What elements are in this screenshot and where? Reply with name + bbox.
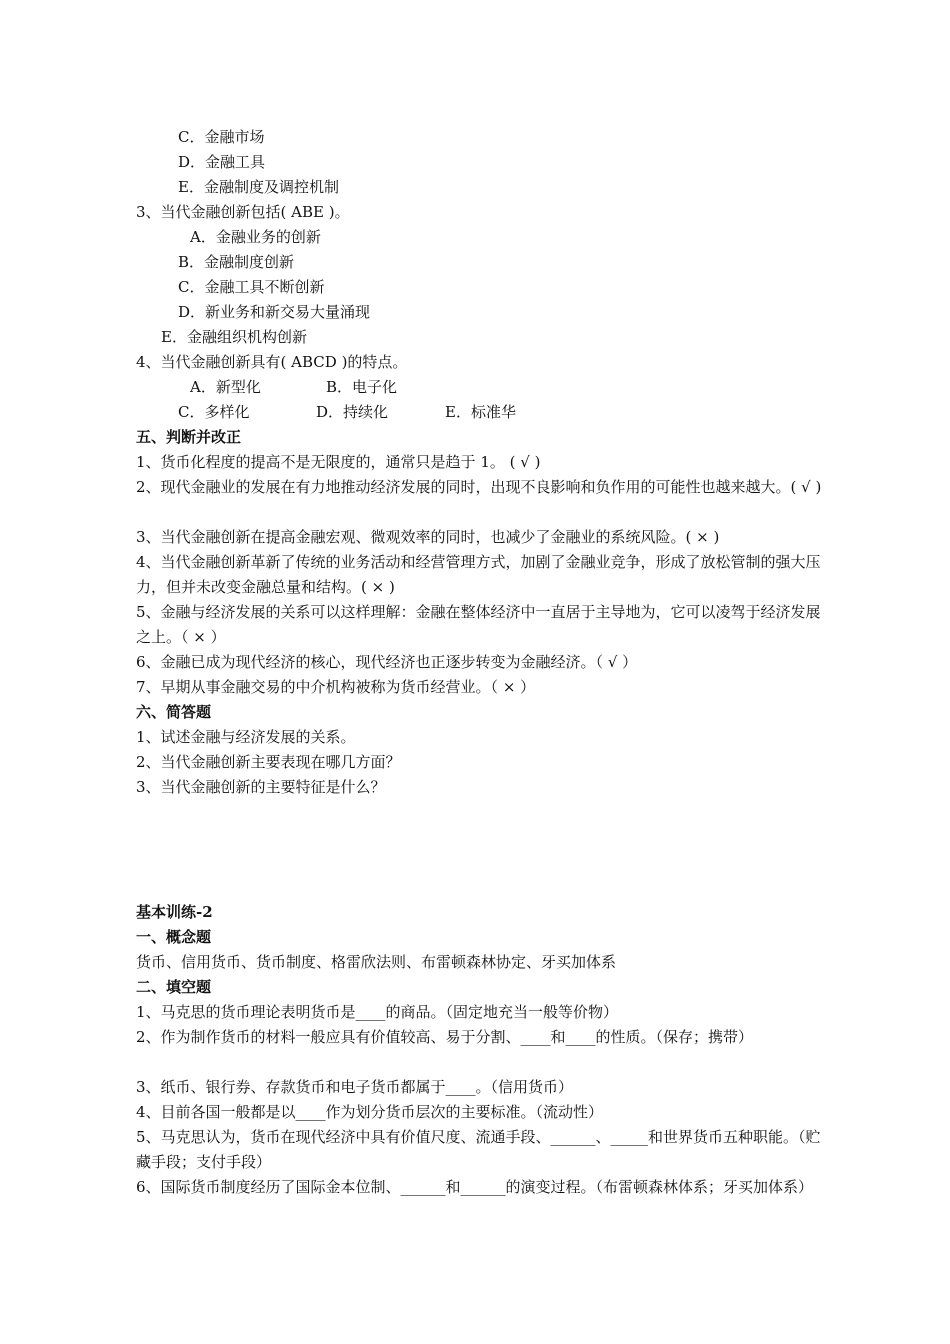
fill-blank-heading: 二、填空题 [136,978,212,996]
judge-item-4: 4、当代金融创新革新了传统的业务活动和经营管理方式，加剧了金融业竞争，形成了放松管制的强大压力，但并未改变金融总量和结构。( × ) [136,553,821,596]
judge-item-6: 6、金融已成为现代经济的核心，现代经济也正逐步转变为金融经济。（ √ ） [136,653,638,671]
judge-item-5: 5、金融与经济发展的关系可以这样理解：金融在整体经济中一直居于主导地为，它可以凌驾于经济发展之上。（ × ） [136,603,821,646]
q3-option-a: A．金融业务的创新 [190,228,321,246]
training-2-title: 基本训练-2 [136,903,213,921]
question-4-stem: 4、当代金融创新具有( ABCD )的特点。 [136,353,408,371]
section-6-heading: 六、简答题 [136,703,212,721]
judge-item-3: 3、当代金融创新在提高金融宏观、微观效率的同时，也减少了金融业的系统风险。( × ) [136,528,720,546]
q4-option-d: D．持续化 [316,403,389,421]
q3-option-c: C．金融工具不断创新 [178,278,325,296]
short-answer-1: 1、试述金融与经济发展的关系。 [136,728,356,746]
fill-item-1: 1、马克思的货币理论表明货币是____的商品。（固定地充当一般等价物） [136,1003,619,1021]
q4-option-a: A．新型化 [190,378,261,396]
q3-option-e: E．金融组织机构创新 [161,328,307,346]
option-e: E．金融制度及调控机制 [178,178,339,196]
fill-item-4: 4、目前各国一般都是以____作为划分货币层次的主要标准。（流动性） [136,1103,604,1121]
fill-item-2: 2、作为制作货币的材料一般应具有价值较高、易于分割、____和____的性质。（保存；携带） [136,1028,754,1046]
judge-item-2: 2、现代金融业的发展在有力地推动经济发展的同时，出现不良影响和负作用的可能性也越来越大。( √ ) [136,478,822,496]
judge-item-1: 1、货币化程度的提高不是无限度的，通常只是趋于 1。 ( √ ) [136,453,541,471]
short-answer-3: 3、当代金融创新的主要特征是什么？ [136,778,386,796]
fill-item-5: 5、马克思认为，货币在现代经济中具有价值尺度、流通手段、______、_____和世界货币五种职能。（贮藏手段；支付手段） [136,1128,821,1171]
concept-section-heading: 一、概念题 [136,928,212,946]
q4-option-b: B．电子化 [326,378,398,396]
q3-option-d: D．新业务和新交易大量涌现 [178,303,371,321]
fill-item-6: 6、国际货币制度经历了国际金本位制、______和______的演变过程。（布雷顿森林体系；牙买加体系） [136,1178,814,1196]
q4-option-e: E．标准华 [445,403,516,421]
question-3-stem: 3、当代金融创新包括( ABE )。 [136,203,350,221]
judge-item-7: 7、早期从事金融交易的中介机构被称为货币经营业。（ × ） [136,678,536,696]
concept-terms: 货币、信用货币、货币制度、格雷欣法则、布雷顿森林协定、牙买加体系 [136,953,617,971]
q3-option-b: B．金融制度创新 [178,253,295,271]
short-answer-2: 2、当代金融创新主要表现在哪几方面？ [136,753,401,771]
fill-item-3: 3、纸币、银行券、存款货币和电子货币都属于____。（信用货币） [136,1078,574,1096]
q4-option-c: C．多样化 [178,403,250,421]
option-d: D．金融工具 [178,153,266,171]
section-5-heading: 五、判断并改正 [136,428,242,446]
option-c: C．金融市场 [178,128,265,146]
